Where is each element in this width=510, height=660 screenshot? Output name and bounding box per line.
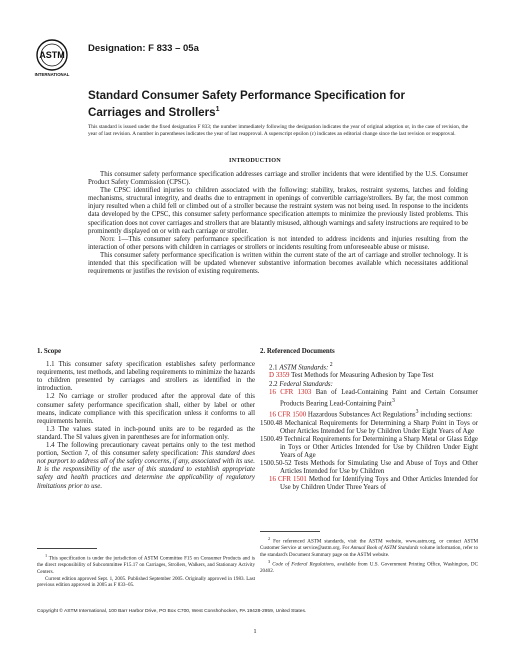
svg-text:INTERNATIONAL: INTERNATIONAL bbox=[34, 72, 70, 77]
introduction-heading: INTRODUCTION bbox=[229, 157, 281, 164]
note-text: —This consumer safety performance specification is not intended to address incidents and injuries resulting from the interaction of other persons with children in carriages or strollers or incidents resulting from unforeseeable abuse or misuse. bbox=[88, 235, 468, 251]
ref-1500-50: 1500.50-52 Tests Methods for Simulating Use and Abuse of Toys and Other Articles Intended for Use by Children bbox=[260, 460, 478, 476]
ref-cfr1501 bbox=[260, 476, 478, 492]
d3359-text: Test Methods for Measuring Adhesion by Tape Test bbox=[289, 372, 434, 380]
title-line-2-text: Carriages and Strollers bbox=[88, 105, 216, 119]
intro-paragraph-1: This consumer safety performance specification addresses carriage and stroller incidents that were identified by the U.S. Consumer Product Safety Commission (CPSC). bbox=[88, 171, 468, 187]
cfr1501-link[interactable]: 16 CFR 1501 bbox=[269, 476, 307, 484]
intro-paragraph-3: This consumer safety performance specification is written within the current state of the art of carriage and stroller technology. It is intended that this specification will be updated whenever substantive information becomes available which necessitates additional requirements or justifies the revision of existing requirements. bbox=[88, 251, 468, 276]
footnote-rule-right bbox=[260, 531, 320, 532]
page-title bbox=[88, 89, 418, 119]
scope-section bbox=[37, 348, 255, 491]
footnote-2-tail: volume information, refer to the standard's Document Summary page on the ASTM website. bbox=[260, 545, 478, 558]
footnote-1b: Current edition approved Sept. 1, 2005. Published September 2005. Originally approved in 1983. Last previous edition approved in 2005 as F 833–05. bbox=[37, 575, 255, 589]
footnote-3-mark: 3 bbox=[268, 558, 271, 564]
footnote-2-mark: 2 bbox=[268, 536, 271, 541]
astm-logo-icon bbox=[30, 38, 74, 78]
footnote-1-mark: 1 bbox=[45, 553, 48, 558]
ref-2-1-label: 2.1 bbox=[269, 364, 280, 372]
cfr1303-link[interactable]: 16 CFR 1303 bbox=[269, 388, 312, 396]
ref-cfr1500 bbox=[260, 408, 478, 419]
referenced-heading: 2. Referenced Documents bbox=[260, 348, 335, 355]
ref-2-2-label: 2.2 bbox=[269, 380, 280, 388]
footnote-1 bbox=[37, 553, 255, 575]
designation: Designation: F 833 – 05a bbox=[88, 43, 199, 54]
footnote-2-italic: Annual Book of ASTM Standards bbox=[350, 545, 419, 552]
scope-1-4-caveat: This standard does not purport to address all of the safety concerns, if any, associated with its use. It is the responsibility of the user of this standard to establish appropriate safety and health practices and determine the applicability of regulatory limitations prior to use. bbox=[37, 450, 255, 490]
cfr1501-text: Method for Identifying Toys and Other Articles Intended for Use by Children Under Three Years of bbox=[280, 476, 478, 492]
footnote-1-text: This specification is under the jurisdiction of ASTM Committee F15 on Consumer Products and is the direct responsibility of Subcommittee F15.17 on Carriages, Strollers, Walkers, and Stationary Activity Centers. bbox=[37, 555, 255, 575]
footnotes-right bbox=[260, 531, 478, 575]
scope-1-4 bbox=[37, 442, 255, 491]
footnote-3 bbox=[260, 559, 478, 575]
ref-1500-49: 1500.49 Technical Requirements for Determining a Sharp Metal or Glass Edge in Toys or Other Articles Intended for Use by Children Under Eight Years of Age bbox=[260, 435, 478, 459]
ref-d3359 bbox=[260, 372, 478, 380]
scope-heading: 1. Scope bbox=[37, 348, 62, 355]
footnote-3-tail: , available from U.S. Government Printing Office, Washington, DC 20402. bbox=[260, 561, 478, 574]
footnote-3-italic: Code of Federal Regulations bbox=[272, 561, 334, 568]
svg-text:ASTM: ASTM bbox=[39, 50, 65, 60]
cfr1500-text: Hazardous Substances Act Regulations bbox=[306, 411, 416, 419]
ref-2-1-mark: 2 bbox=[328, 362, 333, 369]
d3359-link[interactable]: D 3359 bbox=[269, 372, 290, 380]
title-line-1: Standard Consumer Safety Performance Specification for bbox=[88, 89, 405, 102]
copyright-notice: Copyright © ASTM International, 100 Barr Harbor Drive, PO Box C700, West Conshohocken, PA 19428-2959, United States. bbox=[37, 609, 307, 614]
scope-1-1: 1.1 This consumer safety specification establishes safety performance requirements, test methods, and labeling requirements to minimize the hazards to children presented by carriages and strollers as identified in the introduction. bbox=[37, 361, 255, 393]
title-footnote-mark: 1 bbox=[215, 105, 220, 113]
footnote-2-text: For referenced ASTM standards, visit the ASTM website, www.astm.org, or contact ASTM Customer Service at service@astm.org. For bbox=[260, 538, 478, 552]
ref-2-1 bbox=[260, 361, 478, 372]
title-line-2 bbox=[88, 103, 418, 119]
ref-2-2-text: Federal Standards: bbox=[279, 380, 333, 388]
ref-1500-48: 1500.48 Mechanical Requirements for Determining a Sharp Point in Toys or Other Articles Intended for Use by Children Under Eight Years of Age bbox=[260, 419, 478, 435]
scope-1-2: 1.2 No carriage or stroller produced after the approval date of this consumer safety performance specification shall, either by label or other means, indicate compliance with this specification unless it conforms to all requirements herein. bbox=[37, 393, 255, 425]
cfr1500-mark: 3 bbox=[415, 409, 419, 416]
scope-1-3: 1.3 The values stated in inch-pound units are to be regarded as the standard. The SI values given in parentheses are for information only. bbox=[37, 425, 255, 441]
ref-2-2 bbox=[260, 381, 478, 389]
cfr1500-link[interactable]: 16 CFR 1500 bbox=[269, 411, 307, 419]
referenced-documents-section bbox=[260, 348, 478, 492]
footnote-2 bbox=[260, 536, 478, 558]
ref-2-1-text: ASTM Standards: bbox=[279, 364, 329, 372]
ref-cfr1303 bbox=[260, 389, 478, 408]
cfr1303-mark: 3 bbox=[391, 397, 395, 404]
scope-1-4-text: 1.4 The following precautionary caveat pertains only to the test method portion, Section 7, of this consumer safety specification: bbox=[37, 442, 255, 458]
standard-note: This standard is issued under the fixed designation F 833; the number immediately following the designation indicates the year of original adoption or, in the case of revision, the year of last revision. A number in parentheses indicates the year of last reapproval. A superscript epsilon (ε) indicates an editorial change since the last revision or reapproval. bbox=[88, 124, 468, 138]
footnote-rule-left bbox=[37, 548, 97, 549]
cfr1500-tail: including sections: bbox=[418, 411, 473, 419]
note-label: Note 1 bbox=[100, 235, 122, 243]
introduction-body bbox=[88, 171, 468, 276]
intro-note bbox=[88, 236, 468, 252]
intro-paragraph-2: The CPSC identified injuries to children associated with the following: stability, brakes, restraint systems, latches and folding mechanisms, structural integrity, and deaths due to entrapment in openings of convertible carriage/strollers. By far, the most common injury resulted when a child fell or climbed out of a stroller because the restraint system was not being used. In response to the incidents data developed by the CPSC, this consumer safety performance specification attempts to minimize the previously listed problems. This specification does not cover carriages and strollers that are blatantly misused, although warnings and safety instructions are required to be prominently displayed on or with each carriage or stroller. bbox=[88, 187, 469, 235]
footnotes-left bbox=[37, 548, 255, 590]
cfr1303-text: Ban of Lead-Containing Paint and Certain Consumer Products Bearing Lead-Containing Paint bbox=[280, 388, 478, 408]
page-number: 1 bbox=[253, 628, 257, 635]
